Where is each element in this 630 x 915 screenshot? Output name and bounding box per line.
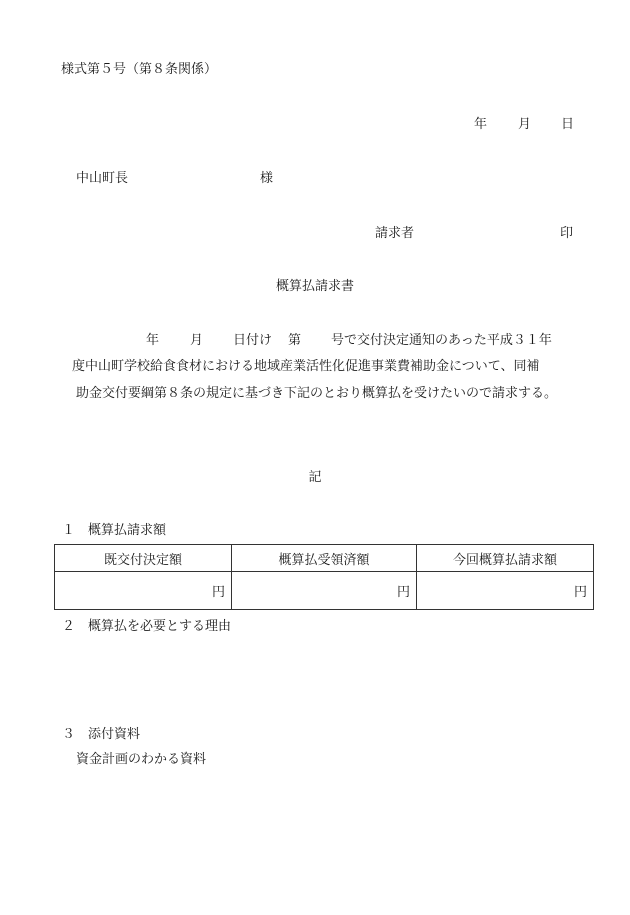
amount-cell-unit[interactable]: 円 xyxy=(55,572,232,610)
column-header: 今回概算払請求額 xyxy=(417,545,594,572)
document-title: 概算払請求書 xyxy=(275,279,354,294)
date-month-label: 月 xyxy=(518,117,532,132)
amount-cell-unit[interactable]: 円 xyxy=(232,572,417,610)
body-text-line1: 号で交付決定通知のあった平成３１年 xyxy=(331,333,552,348)
addressee: 中山町長 xyxy=(76,171,129,186)
body-month-label: 月 xyxy=(190,333,204,348)
body-text-line2: 度中山町学校給食食材における地域産業活性化促進事業費補助金について、同補 xyxy=(72,359,540,374)
date-year-label: 年 xyxy=(474,117,488,132)
section2-heading: ２ 概算払を必要とする理由 xyxy=(62,619,232,634)
honorific: 様 xyxy=(260,171,274,186)
body-text-line3: 助金交付要綱第８条の規定に基づき下記のとおり概算払を受けたいので請求する。 xyxy=(76,386,558,401)
attachment-item: 資金計画のわかる資料 xyxy=(76,752,207,767)
body-number-prefix: 第 xyxy=(288,333,302,348)
column-header: 既交付決定額 xyxy=(55,545,232,572)
amount-table xyxy=(54,544,594,610)
table-row xyxy=(55,572,594,610)
body-year-label: 年 xyxy=(146,333,160,348)
table-header-row xyxy=(55,545,594,572)
section1-heading: １ 概算払請求額 xyxy=(62,523,167,538)
body-dated-label: 日付け xyxy=(233,333,273,348)
ki-heading: 記 xyxy=(308,470,322,485)
requester-label: 請求者 xyxy=(375,226,415,241)
form-number: 様式第５号（第８条関係） xyxy=(61,62,218,77)
date-day-label: 日 xyxy=(561,117,575,132)
section3-heading: ３ 添付資料 xyxy=(62,727,141,742)
column-header: 概算払受領済額 xyxy=(232,545,417,572)
seal-label: 印 xyxy=(560,226,574,241)
amount-cell-unit[interactable]: 円 xyxy=(417,572,594,610)
